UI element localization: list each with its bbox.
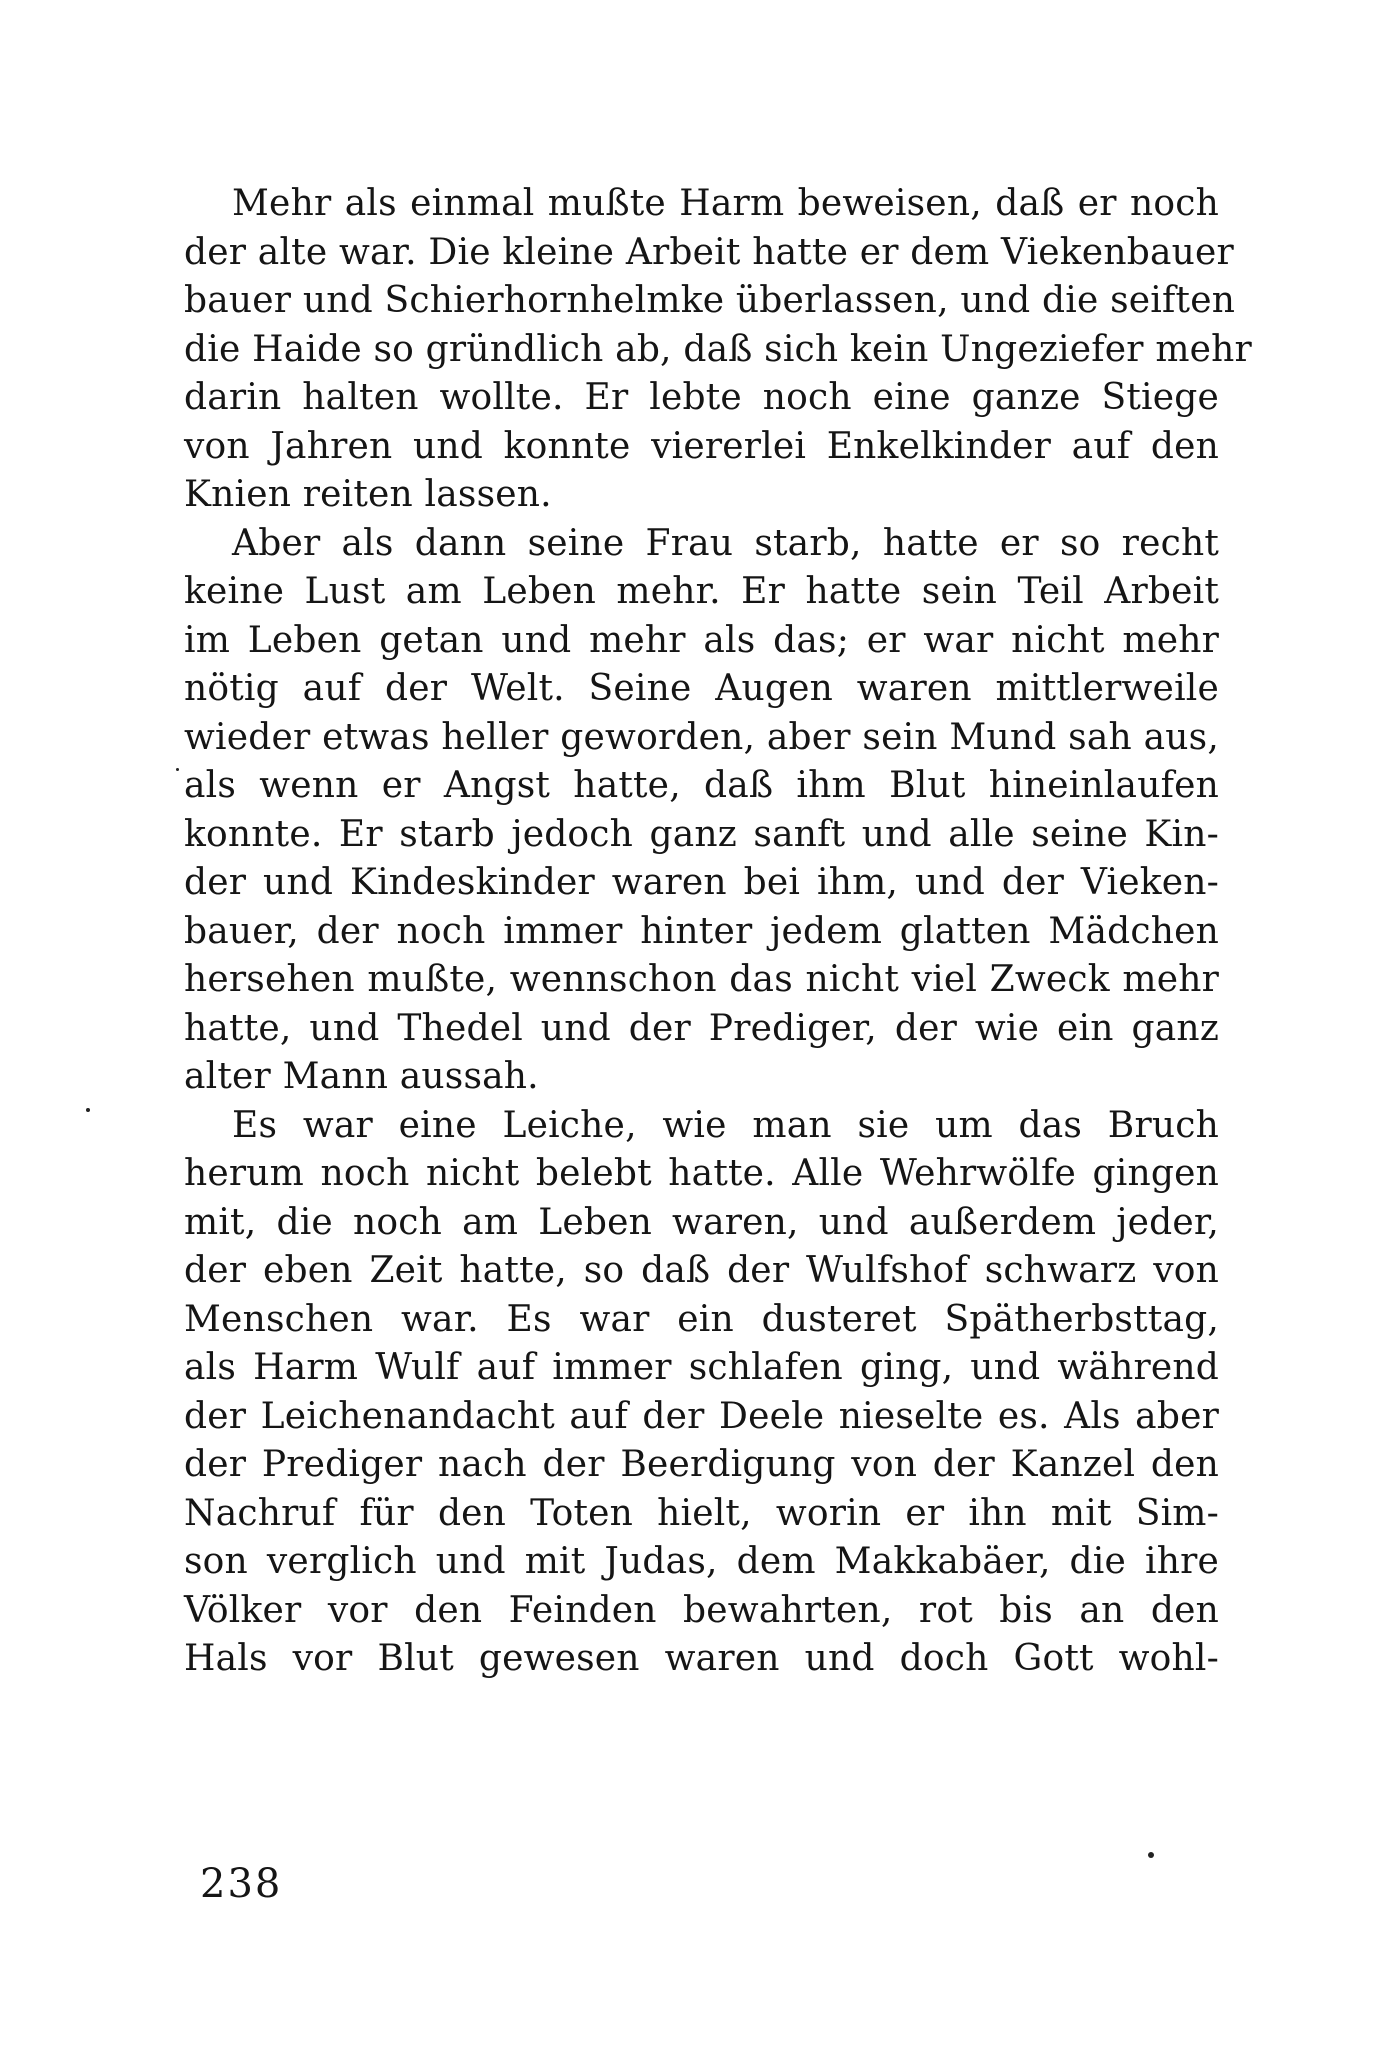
text-line: Es war eine Leiche, wie man sie um das Bruch bbox=[232, 1104, 1219, 1146]
text-line: von Jahren und konnte viererlei Enkelkinder auf den bbox=[184, 425, 1219, 467]
text-line: der Leichenandacht auf der Deele nieselte es. Als aber bbox=[184, 1395, 1219, 1437]
text-line: konnte. Er starb jedoch ganz sanft und alle seine Kin- bbox=[184, 813, 1219, 855]
text-line: mit, die noch am Leben waren, und außerdem jeder, bbox=[184, 1201, 1219, 1243]
text-line: die Haide so gründlich ab, daß sich kein Ungeziefer mehr bbox=[184, 328, 1252, 370]
text-line: Knien reiten lassen. bbox=[184, 474, 552, 515]
text-line: darin halten wollte. Er lebte noch eine ganze Stiege bbox=[184, 377, 1219, 418]
text-line: Menschen war. Es war ein dusteret Spätherbsttag, bbox=[184, 1298, 1219, 1340]
text-line: der und Kindeskinder waren bei ihm, und der Vieken- bbox=[184, 862, 1219, 903]
scan-speck bbox=[1148, 1852, 1154, 1858]
text-line: der alte war. Die kleine Arbeit hatte er dem Viekenbauer bbox=[184, 231, 1234, 273]
text-line: im Leben getan und mehr als das; er war nicht mehr bbox=[184, 619, 1219, 661]
text-line: als Harm Wulf auf immer schlafen ging, und während bbox=[184, 1347, 1219, 1388]
text-line: wieder etwas heller geworden, aber sein Mund sah aus, bbox=[184, 716, 1219, 758]
text-line: Hals vor Blut gewesen waren und doch Gott wohl- bbox=[184, 1638, 1219, 1679]
scan-speck bbox=[176, 768, 179, 771]
text-line: Nachruf für den Toten hielt, worin er ihn mit Sim- bbox=[184, 1492, 1219, 1534]
text-line: keine Lust am Leben mehr. Er hatte sein Teil Arbeit bbox=[184, 571, 1219, 612]
body-text bbox=[184, 180, 1252, 1684]
text-line: Aber als dann seine Frau starb, hatte er so recht bbox=[232, 522, 1219, 564]
text-line: nötig auf der Welt. Seine Augen waren mittlerweile bbox=[184, 668, 1219, 709]
text-line: herum noch nicht belebt hatte. Alle Wehrwölfe gingen bbox=[184, 1153, 1219, 1194]
text-line: der eben Zeit hatte, so daß der Wulfshof schwarz von bbox=[184, 1250, 1219, 1291]
text-line: bauer und Schierhornhelmke überlassen, und die seiften bbox=[184, 280, 1236, 321]
text-line: Mehr als einmal mußte Harm beweisen, daß er noch bbox=[232, 183, 1219, 224]
page-number: 238 bbox=[200, 1861, 283, 1907]
scan-speck bbox=[86, 1108, 90, 1112]
text-line: hatte, und Thedel und der Prediger, der wie ein ganz bbox=[184, 1007, 1219, 1049]
text-line: hersehen mußte, wennschon das nicht viel Zweck mehr bbox=[184, 959, 1219, 1000]
text-line: alter Mann aussah. bbox=[184, 1056, 539, 1097]
text-line: der Prediger nach der Beerdigung von der Kanzel den bbox=[184, 1444, 1219, 1485]
text-line: son verglich und mit Judas, dem Makkabäer, die ihre bbox=[184, 1541, 1219, 1582]
text-line: Völker vor den Feinden bewahrten, rot bis an den bbox=[184, 1589, 1219, 1631]
text-line: als wenn er Angst hatte, daß ihm Blut hineinlaufen bbox=[184, 765, 1219, 806]
text-line: bauer, der noch immer hinter jedem glatten Mädchen bbox=[184, 910, 1219, 952]
